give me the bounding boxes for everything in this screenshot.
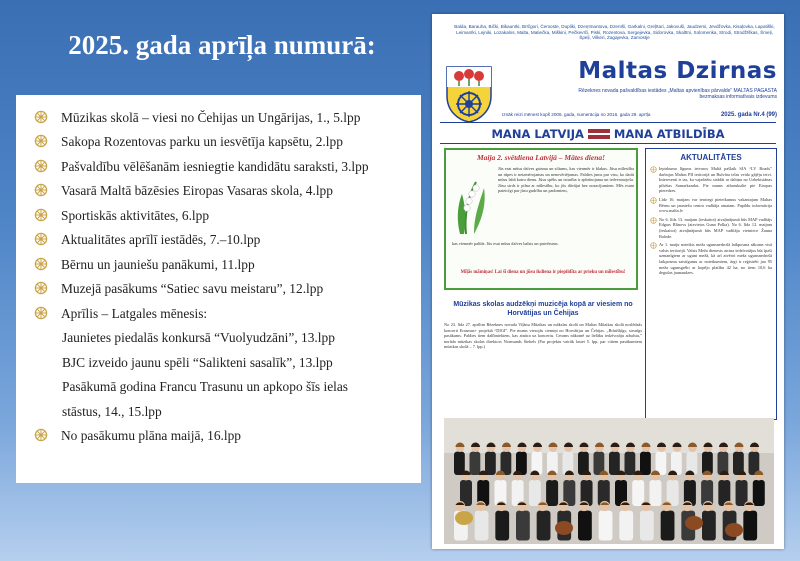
person-body — [454, 452, 465, 475]
instrument — [685, 516, 703, 530]
person-head — [475, 501, 485, 511]
news-item — [650, 217, 772, 239]
person-body — [495, 511, 509, 541]
person-body — [485, 452, 496, 475]
toc-item — [34, 182, 411, 199]
toc-item-text: Sakopa Rozentovas parku un iesvētīja kapsētu, 2.lpp — [61, 134, 343, 149]
lily-of-the-valley-icon — [454, 176, 494, 236]
greeting-title: Maija 2. svētdiena Latvijā – Mātes diena! — [476, 153, 606, 162]
greeting-body: Jūs esat mūsu dzīves gaisma un siltums, kas vienmēr ir blakus. Jūsu mīlestība un rūpes ir neizmērojamas un nenovērtējamas. Paldies jums par visu, ko darāt mūsu labā katru dienu. Jūsu spēks un izturība ir apbrīnojama un iedvesmojoša. Jūsu sirds ir pilna ar mīlestību, ko jūs dāvājat bez nosacījumiem. Mēs esam pateicīgi par jūsu gudrību un padomiem, — [498, 166, 634, 194]
ornament-bullet-icon — [34, 159, 48, 173]
person-body — [470, 452, 481, 475]
person-head — [558, 501, 568, 511]
toc-item-text: No pasākumu plāna maijā, 16.lpp — [61, 428, 241, 443]
person-head — [703, 501, 713, 511]
person-body — [632, 480, 644, 506]
ornament-bullet-icon — [34, 208, 48, 222]
page-heading: 2025. gada aprīļa numurā: — [68, 30, 376, 60]
ornament-bullet-icon — [34, 183, 48, 197]
toc-item — [34, 231, 411, 248]
person-body — [661, 511, 675, 541]
person-body — [619, 511, 633, 541]
ornament-bullet-icon — [650, 197, 657, 204]
slogan-left: MANA LATVIJA — [491, 127, 584, 141]
newspaper-cover — [432, 14, 784, 549]
person-head — [455, 501, 465, 511]
person-body — [702, 511, 716, 541]
person-body — [529, 480, 541, 506]
news-box — [645, 148, 777, 420]
ornament-bullet-icon — [650, 217, 657, 224]
person-body — [753, 480, 765, 506]
toc-item — [34, 256, 411, 273]
maltas-crest-icon — [444, 64, 494, 124]
toc-item-text: Pašvaldību vēlēšanām iesniegtie kandidātu saraksti, 3.lpp — [61, 158, 369, 174]
toc-item — [34, 280, 411, 297]
newspaper-subtitle: Rēzeknes novada pašvaldības iestādes „Maltas apvienības pārvalde” MALTAS PAGASTA bezmaksas informatīvais izdevums — [578, 88, 777, 100]
news-item-text: Iepirkuma līgums ietvaros Maltā pašlaik SIA “LV Roads” darbojas Maltas PII teritorijā un Bulvāra ielas veido gājēju ietvi. Interesenti ir tas, ka vajadzētu strādāt ar dabiņu no Uzbekistānas pilsētas Samarkandas. Pie mums atbraukušie pie Eiropas pieredzes. — [659, 166, 772, 194]
toc-item-text: Sportiskās aktivitātes, 6.lpp — [61, 207, 210, 223]
divider — [440, 122, 776, 123]
person-body — [546, 480, 558, 506]
ornament-bullet-icon — [34, 110, 48, 124]
issue-bar — [502, 112, 777, 118]
person-body — [625, 452, 636, 475]
instrument — [725, 523, 743, 537]
ornament-bullet-icon — [34, 428, 48, 442]
news-title: AKTUALITĀTES — [680, 153, 742, 162]
divider — [440, 143, 776, 144]
toc-item — [34, 378, 411, 395]
toc-item — [34, 109, 411, 126]
article-body: No 23. līdz 27. aprīlim Rēzeknes novada Viļānu Mūzikas un mākslas skolā un Maltas Mūzikas skolā noslēdzās koncerti Erasmus+ projektā “DIGI”. Pie mums viesojās ciemiņi no Horvātijas un Čehijas. „Brīnišķīgs, sirsnīgs pasākums. Paldies tiem dalībniekiem, kas atnāca uz koncertu. Cerams nākotnē uz lielāku iedzīvotāju atbalstu,” norāda mūzikas skolas direktors Normunds Štekels (Par projektu vairāk lasiet 5. lpp, par citiem pasākumiem mūzikas skolā – 7. lpp.) — [444, 322, 642, 350]
ornament-bullet-icon — [34, 281, 48, 295]
toc-item — [34, 305, 411, 322]
person-head — [723, 501, 733, 511]
news-item-text: Līdz 16. maijam var iesniegt pieteikumus vakantajam Maltas Bērnu un jauniešu centra vadītāja amatam. Papildu informācija www.malta.lv — [659, 196, 772, 214]
person-body — [599, 511, 613, 541]
instrument — [555, 521, 573, 535]
toc-item — [34, 158, 411, 175]
ornament-bullet-icon — [34, 232, 48, 246]
ornament-bullet-icon — [650, 166, 657, 173]
toc-item-text: Pasākumā godina Francu Trasunu un apkopo šīs ielas — [62, 379, 349, 394]
toc-item — [34, 427, 411, 444]
news-list — [650, 166, 772, 276]
person-body — [640, 511, 654, 541]
person-head — [682, 501, 692, 511]
person-head — [744, 501, 754, 511]
toc-item-text: stāstus, 14., 15.lpp — [62, 403, 162, 419]
issue-info: Iznāk reizi mēnesī kopš 2006. gada, numerācija no 2016. gada 29. aprīļa — [502, 112, 651, 117]
toc-item-text: Muzejā pasākums “Satiec savu meistaru”, 12.lpp — [61, 281, 324, 296]
person-body — [649, 480, 661, 506]
person-head — [641, 501, 651, 511]
person-body — [516, 511, 530, 541]
toc-item-text: Jaunietes piedalās konkursā “Vuolyudzāni”, 13.lpp — [62, 330, 335, 345]
article-title: Mūzikas skolas audzēkņi muzicēja kopā ar viesiem no Horvātijas un Čehijas — [453, 301, 633, 317]
person-body — [578, 511, 592, 541]
contents-list — [16, 95, 421, 483]
group-photo — [444, 418, 774, 544]
greeting-body-continued: kas vienmēr palīdz. Jūs esat mūsu dzīves balsts un patvērums. — [452, 241, 559, 246]
person-body — [609, 452, 620, 475]
person-body — [640, 452, 651, 475]
person-head — [620, 501, 630, 511]
latvian-flag-icon — [588, 129, 610, 139]
slogan-banner — [440, 127, 776, 141]
news-item — [650, 197, 772, 214]
toc-item — [34, 133, 411, 150]
toc-item — [34, 329, 411, 346]
mothers-day-box — [444, 148, 638, 290]
newspaper-title: Maltas Dzirnas — [578, 58, 777, 84]
ornament-bullet-icon — [34, 257, 48, 271]
news-item-text: Ar 1. maiju noteikts meža ugunsnedrošā laikposma sākums visā valsts teritorijā. Valsts Meža dienests aicina iedzīvotājus būt īpaši uzmanīgiem ar uguni mežā, kā arī atvērot meža ugunsnedrošā laikposma saistīgumu ar noteikumiem, ārgi ir reģistrēti jau 95 meža ugunsgrēki ar kopējo platību 42 ha, no tiem 10,6 ha degušas jaunaudzes. — [659, 242, 772, 276]
toc-item-text: Bērnu un jauniešu panākumi, 11.lpp — [61, 256, 255, 272]
toc-item — [34, 207, 411, 224]
toc-item-text: BJC izveido jaunu spēli “Salikteni sasalīk”, 13.lpp — [62, 354, 333, 370]
ornament-bullet-icon — [650, 242, 657, 249]
ornament-bullet-icon — [34, 306, 48, 320]
town-list: Balda, Barauha, Bički, Bikaunīki, Brīčgori, Čemoste, Dupliki, Dzeņīmantova, Dzenīši, Garkalni, Greļītari, Jakovuši, Jaudzemi, Jevdžovka, Kisaļovka, Lapatiški, Leimanīki, Lejniki, Lozakalns, Malta, Matiečka, Miškini, Pečkevīči, Piski, Rozentova, Sergejevka, Sidorovka, Skaltīni, Solomenka, Strodi, Strodžīškas, Šmeļi, Špeļi, Vilkeri, Zagajevka, Zamostje — [454, 24, 775, 41]
issue-number: 2025. gada Nr.4 (99) — [720, 112, 777, 118]
music-school-article — [444, 300, 642, 350]
person-body — [743, 511, 757, 541]
toc-item — [34, 403, 411, 420]
toc-item-text: Aktualitātes aprīlī iestādēs, 7.–10.lpp — [61, 232, 261, 247]
person-body — [475, 511, 489, 541]
toc-item-text: Mūzikas skolā – viesi no Čehijas un Ungārijas, 1., 5.lpp — [61, 109, 361, 125]
slogan-right: MANA ATBILDĪBA — [613, 127, 725, 141]
person-head — [661, 501, 671, 511]
person-head — [599, 501, 609, 511]
person-head — [496, 501, 506, 511]
toc-item-text: Aprīlis – Latgales mēnesis: — [61, 305, 208, 321]
news-item — [650, 166, 772, 194]
ornament-bullet-icon — [34, 134, 48, 148]
person-body — [736, 480, 748, 506]
toc-item — [34, 354, 411, 371]
person-head — [517, 501, 527, 511]
instrument — [455, 511, 473, 525]
person-body — [537, 511, 551, 541]
person-head — [537, 501, 547, 511]
greeting-closing: Mīļās māmiņas! Lai šī diena un jūsu ikdiena ir piepildīta ar prieku un mīlestību! — [460, 270, 626, 275]
person-head — [579, 501, 589, 511]
toc-item-text: Vasarā Maltā bāzēsies Eiropas Vasaras skola, 4.lpp — [61, 183, 333, 198]
news-item — [650, 242, 772, 276]
news-item-text: No 6. līdz 13. maijam (ieskaitot) atvaļinājumā būs MAP vadītājs Edgars Blinovs (aizvietos Guna Polka). No 6. līdz 12. maijam (ieskaitot) atvaļinājumā būs MAP vadītāja vietniece Žanna Balode. — [659, 216, 772, 239]
